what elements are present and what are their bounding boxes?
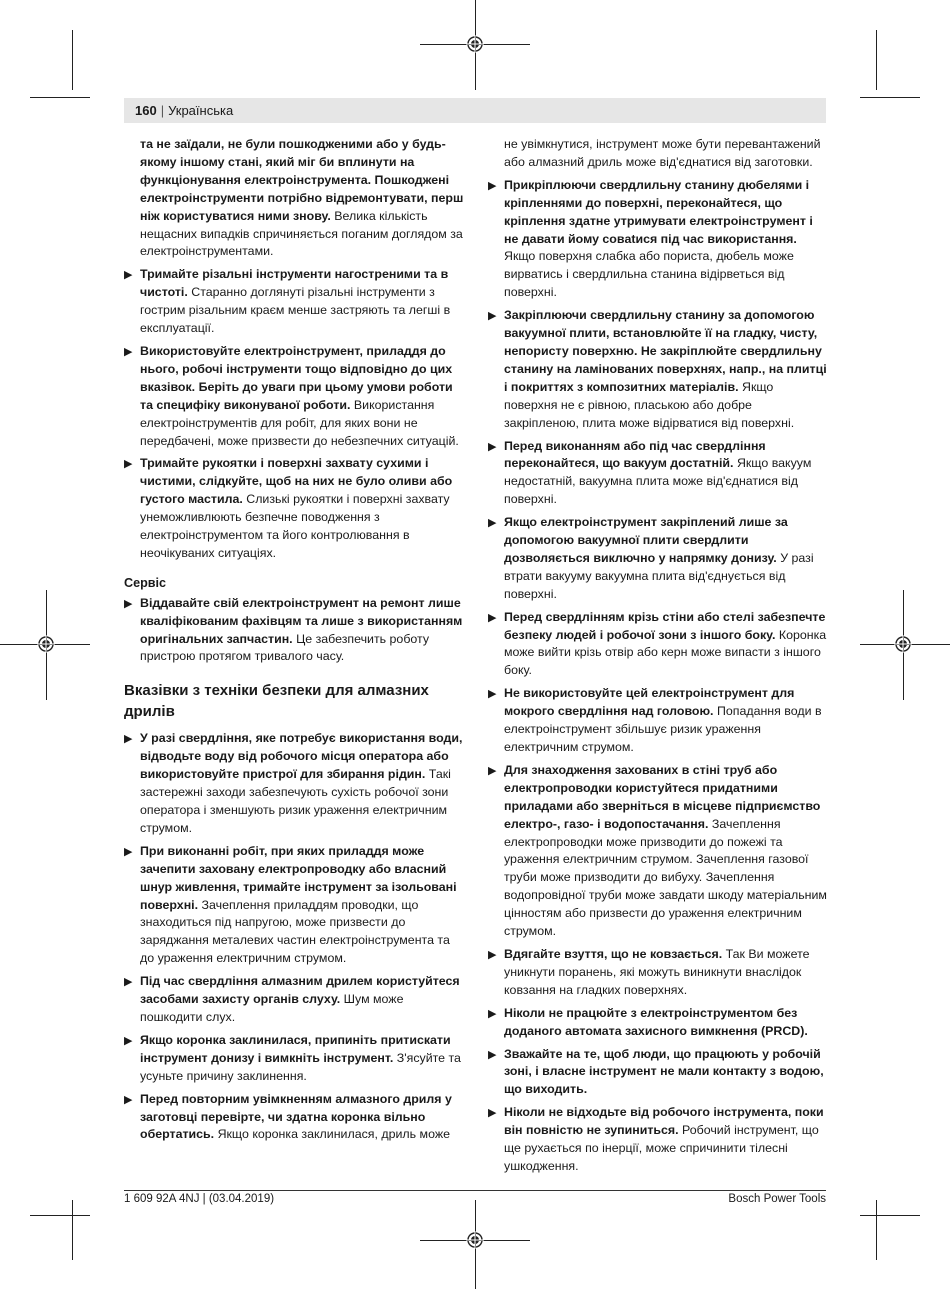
item-text: Якщо поверхня не є рівною, плаською або добре закріпленою, плита може відірватися від поверхні. <box>504 379 795 430</box>
footer-document-id: 1 609 92A 4NJ | (03.04.2019) <box>124 1193 275 1205</box>
item-bold: Під час свердління алмазним дрилем користуйтеся засобами захисту органів слуху. <box>140 974 460 1007</box>
bullet-triangle-icon: ▶ <box>488 517 497 530</box>
registration-mark-icon <box>894 635 912 653</box>
list-item <box>124 843 464 968</box>
intro-bold: та не заїдали, не були пошкодженими або у будь-якому іншому стані, який міг би вплинути на функціонування електроінструмента. Пошкоджені електроінструменти потрібно відремонтувати, перш ніж користуватися ними знову. <box>140 137 464 223</box>
crop-mark <box>876 1200 877 1260</box>
left-column <box>124 136 464 1149</box>
item-bold: Перед повторним увімкненням алмазного дриля у заготовці перевірте, чи здатна коронка вільно обертатись. <box>140 1091 452 1142</box>
list-item <box>124 455 464 562</box>
bullet-triangle-icon: ▶ <box>124 976 133 989</box>
item-text: Такі застережні заходи забезпечують сухість робочої зони оператора і зменшують ризик ураження електричним струмом. <box>140 767 451 835</box>
list-item <box>488 1046 828 1100</box>
header-language: Українська <box>168 103 234 118</box>
item-bold: Віддавайте свій електроінструмент на ремонт лише кваліфікованим фахівцям та лише з використанням оригінальних запчастин. <box>140 595 463 646</box>
item-text: Якщо поверхня слабка або пориста, дюбель може вирватись і свердлильна станина відірветься від поверхні. <box>504 249 794 300</box>
intro-text: Велика кількість нещасних випадків спричиняється поганим доглядом за електроінструментами. <box>140 208 463 259</box>
list-item <box>124 343 464 450</box>
bullet-triangle-icon: ▶ <box>124 269 133 282</box>
crop-mark <box>860 1215 920 1216</box>
bullet-triangle-icon: ▶ <box>124 345 133 358</box>
crop-mark <box>876 30 877 90</box>
item-bold: Зважайте на те, щоб люди, що працюють у робочій зоні, і власне інструмент не мали контакту з водою, що виходить. <box>504 1046 824 1097</box>
list-item <box>124 730 464 837</box>
item-bold: Перед свердлінням крізь стіни або стелі забезпечте безпеку людей і робочої зони з іншого боку. <box>504 609 826 642</box>
list-item <box>488 514 828 604</box>
crop-mark <box>72 1200 73 1260</box>
crop-mark <box>30 97 90 98</box>
list-item <box>488 685 828 757</box>
section-heading: Вказівки з техніки безпеки для алмазних дрилів <box>124 682 429 721</box>
header-separator: | <box>160 103 165 118</box>
item-bold: При виконанні робіт, при яких приладдя може зачепити заховану електропроводку або власний шнур живлення, тримайте інструмент за ізольовані поверхні. <box>140 843 457 912</box>
bullet-triangle-icon: ▶ <box>488 1007 497 1020</box>
list-item <box>488 177 828 302</box>
item-text: Робочий інструмент, що ще рухається по інерції, може спричинити тілесні ушкодження. <box>504 1123 819 1173</box>
registration-mark-icon <box>466 35 484 53</box>
list-item <box>488 946 828 1000</box>
item-text: Коронка може вийти крізь отвір або керн може випасти з іншого боку. <box>504 627 827 678</box>
item-bold: Якщо коронка заклинилася, припиніть притискати інструмент донизу і вимкніть інструмент. <box>140 1032 451 1065</box>
list-item <box>488 438 828 510</box>
bullet-triangle-icon: ▶ <box>488 310 497 323</box>
item-bold: У разі свердління, яке потребує використання води, відводьте воду від робочого місця оператора або використовуйте пристрої для збирання рідин. <box>140 731 463 782</box>
bullet-triangle-icon: ▶ <box>124 1093 133 1106</box>
crop-mark <box>30 1215 90 1216</box>
item-text: З'ясуйте та усуньте причину заклинення. <box>140 1050 461 1083</box>
continued-paragraph: не увімкнутися, інструмент може бути перевантажений або алмазний дриль може від'єднатися від заготовки. <box>504 137 821 169</box>
bullet-list <box>488 177 828 1176</box>
item-bold: Не використовуйте цей електроінструмент для мокрого свердління над головою. <box>504 686 795 719</box>
item-bold: Ніколи не відходьте від робочого інструмента, поки він повністю не зупиниться. <box>504 1105 824 1138</box>
item-bold: Перед виконанням або під час свердління переконайтеся, що вакуум достатній. <box>504 438 766 471</box>
bullet-triangle-icon: ▶ <box>124 458 133 471</box>
item-text: Використання електроінструментів для робіт, для яких вони не передбачені, може призвести до небезпечних ситуацій. <box>140 397 459 448</box>
item-bold: Ніколи не працюйте з електроінструментом без доданого автомата захисного вимкнення (PRCD). <box>504 1005 808 1038</box>
bullet-triangle-icon: ▶ <box>124 733 133 746</box>
crop-mark <box>860 97 920 98</box>
footer-brand: Bosch Power Tools <box>728 1193 826 1205</box>
list-item <box>124 1032 464 1086</box>
crop-mark <box>72 30 73 90</box>
list-item <box>124 973 464 1027</box>
item-text: Зачеплення електропроводки може призводити до пожежі та ураження електричним струмом. Зачеплення газової труби може призводити до вибуху. Зачеплення водопровідної труби може завдати шкоду матеріальним цінностям або призвести до ураження електричним струмом. <box>504 816 827 939</box>
registration-mark-icon <box>37 635 55 653</box>
item-text: Слизькі рукоятки і поверхні захвату унеможливлюють безпечне поводження з електроінструментом та його контролювання в неочікуваних ситуаціях. <box>140 492 450 560</box>
item-text: Шум може пошкодити слух. <box>140 992 404 1024</box>
item-text: Зачеплення приладдям проводки, що знаходиться під напругою, може призвести до заряджання металевих частин електроінструмента та до ураження електричним струмом. <box>140 897 450 966</box>
service-heading: Сервіс <box>124 575 167 590</box>
list-item <box>488 762 828 941</box>
item-bold: Вдягайте взуття, що не ковзається. <box>504 946 723 961</box>
item-text: У разі втрати вакууму вакуумна плита від'єднується від поверхні. <box>504 550 814 601</box>
item-bold: Використовуйте електроінструмент, приладдя до нього, робочі інструменти тощо відповідно до цих вказівок. Беріть до уваги при цьому умови роботи та специфіку виконуваної роботи. <box>140 343 453 412</box>
item-text: Це забезпечить роботу пристрою протягом тривалого часу. <box>140 631 430 664</box>
list-item <box>488 1104 828 1176</box>
bullet-triangle-icon: ▶ <box>488 688 497 701</box>
item-bold: Тримайте рукоятки і поверхні захвату сухими і чистими, слідкуйте, щоб на них не було оливи або густого мастила. <box>140 456 453 507</box>
page-header <box>124 98 826 123</box>
item-bold: Тримайте різальні інструменти нагостреними та в чистоті. <box>140 267 449 300</box>
bullet-triangle-icon: ▶ <box>124 845 133 858</box>
registration-mark-icon <box>466 1231 484 1249</box>
list-item <box>488 1005 828 1041</box>
bullet-triangle-icon: ▶ <box>488 440 497 453</box>
bullet-triangle-icon: ▶ <box>488 179 497 192</box>
list-item <box>124 1091 464 1145</box>
bullet-triangle-icon: ▶ <box>488 764 497 777</box>
list-item <box>488 307 828 432</box>
list-item <box>124 266 464 338</box>
list-item <box>488 609 828 681</box>
list-item <box>124 595 464 667</box>
item-text: Якщо вакуум недостатній, вакуумна плита може від'єднатися від поверхні. <box>504 456 812 507</box>
bullet-triangle-icon: ▶ <box>488 948 497 961</box>
item-bold: Якщо електроінструмент закріплений лише за допомогою вакуумної плити свердлити дозволяється виключно у напрямку донизу. <box>504 515 788 565</box>
footer-divider <box>124 1190 826 1191</box>
bullet-triangle-icon: ▶ <box>124 1034 133 1047</box>
bullet-triangle-icon: ▶ <box>488 1107 497 1120</box>
item-text: Старанно доглянуті різальні інструменти з гострим різальним краєм менше застряють та легші в експлуатації. <box>140 285 451 336</box>
item-bold: Для знаходження захованих в стіні труб або електропроводки користуйтеся придатними приладами або зверніться в місцеве підприємство електро-, газо- і водопостачання. <box>504 762 821 831</box>
right-column <box>488 136 828 1181</box>
page-number: 160 <box>135 103 157 118</box>
item-text: Попадання води в електроінструмент збільшує ризик ураження електричним струмом. <box>504 704 822 754</box>
intro-paragraph <box>140 136 464 261</box>
item-text: Так Ви можете уникнути поранень, які можуть виникнути внаслідок ковзання на гладких поверхнях. <box>504 946 810 997</box>
bullet-triangle-icon: ▶ <box>488 611 497 624</box>
item-text: Якщо коронка заклинилася, дриль може <box>214 1127 451 1142</box>
item-bold: Закріплюючи свердлильну станину за допомогою вакуумної плити, встановлюйте її на гладку, чисту, непористу поверхню. Не закріплюйте свердлильну станину на ламінованих поверхнях, напр., на плитці і покриттях з композитних матеріалів. <box>504 308 827 394</box>
bullet-triangle-icon: ▶ <box>124 597 133 610</box>
bullet-list <box>124 266 464 563</box>
bullet-triangle-icon: ▶ <box>488 1048 497 1061</box>
item-bold: Прикріплюючи свердлильну станину дюбелями і кріпленнями до поверхні, переконайтеся, що кріплення здатне утримувати електроінструмент і не давати йому совatися під час використання. <box>504 177 813 246</box>
bullet-list <box>124 730 464 1144</box>
